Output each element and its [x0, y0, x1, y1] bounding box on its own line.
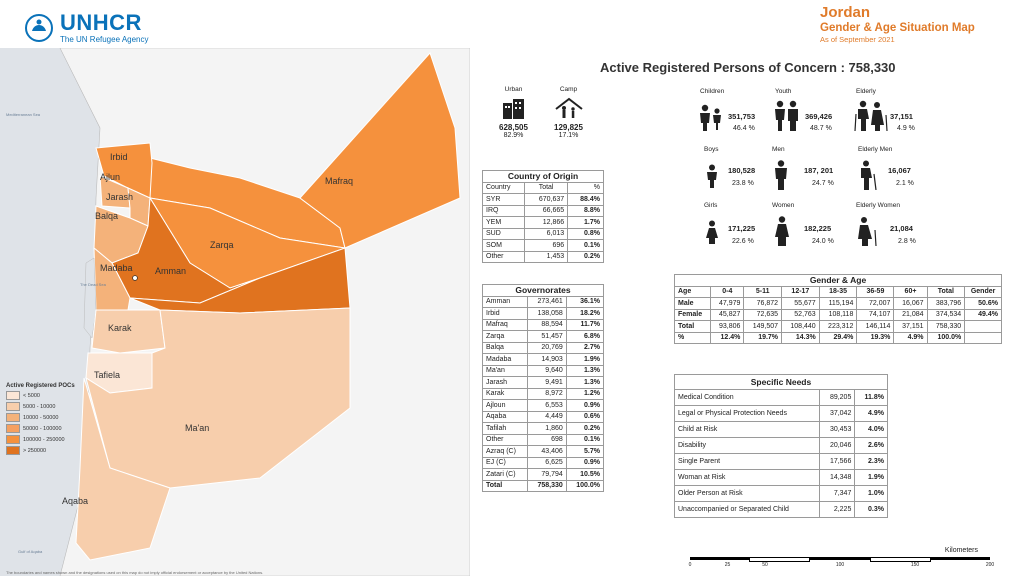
cell-country: SOM — [483, 240, 525, 252]
cell-total: 51,457 — [527, 331, 566, 343]
cell-gov: Jarash — [483, 377, 528, 389]
scale-tick: 0 — [688, 562, 692, 568]
cell-pct: 8.8% — [568, 205, 604, 217]
headline-total: Active Registered Persons of Concern : 758,330 — [600, 60, 896, 75]
cell-total: 66,665 — [525, 205, 568, 217]
column-header: 18-35 — [819, 286, 857, 298]
table-row — [483, 228, 604, 240]
table-row — [483, 251, 604, 263]
org-tagline: The UN Refugee Agency — [60, 35, 149, 44]
cell-pct: 1.3% — [566, 377, 603, 389]
children-icon — [698, 104, 724, 132]
cell: 29.4% — [819, 332, 857, 344]
legend-label: 10000 - 50000 — [23, 414, 59, 421]
cell-pct: 4.0% — [855, 422, 888, 438]
cell: 374,534 — [927, 309, 965, 321]
elderly-value: 37,151 — [890, 112, 913, 121]
cell: 74,107 — [857, 309, 894, 321]
cell: 21,084 — [894, 309, 927, 321]
cell-pct: 4.9% — [855, 406, 888, 422]
title-block — [820, 4, 980, 44]
legend-swatch — [6, 424, 20, 433]
cell-total: 758,330 — [527, 480, 566, 492]
cell: 50.6% — [965, 298, 1002, 310]
children-label: Children — [700, 88, 725, 95]
cell-gov: Ajloun — [483, 400, 528, 412]
map-label-tafiela: Tafiela — [94, 370, 121, 380]
cell-pct: 100.0% — [566, 480, 603, 492]
cell: 146,114 — [857, 321, 894, 333]
urban-pct: 82.9% — [503, 132, 524, 139]
cell-total: 89,205 — [820, 390, 855, 406]
cell-country: SUD — [483, 228, 525, 240]
cell-pct: 18.2% — [566, 308, 603, 320]
origin-table — [482, 170, 604, 263]
table-row — [483, 411, 604, 423]
cell: 115,194 — [819, 298, 857, 310]
legend-swatch — [6, 435, 20, 444]
table-row — [483, 365, 604, 377]
cell: 19.3% — [857, 332, 894, 344]
table-row — [483, 377, 604, 389]
cell-pct: 36.1% — [566, 296, 603, 308]
children-value: 351,753 — [728, 112, 756, 121]
table-row — [675, 502, 888, 518]
cell: 45,827 — [711, 309, 744, 321]
map-label-jarash: Jarash — [106, 192, 134, 202]
cell-total: 4,449 — [527, 411, 566, 423]
cell-pct: 0.1% — [566, 434, 603, 446]
urban-block — [486, 86, 541, 139]
boys-label: Boys — [704, 146, 719, 153]
cell-country: Other — [483, 251, 525, 263]
elderly-men-block — [858, 146, 938, 196]
cell-total: 14,348 — [820, 470, 855, 486]
cell-gov: EJ (C) — [483, 457, 528, 469]
map-disclaimer: The boundaries and names shown and the designations used on this map do not imply official endorsement or acceptance by the United Nations. — [6, 570, 264, 575]
cell-total: 273,461 — [527, 296, 566, 308]
cell: 149,507 — [744, 321, 782, 333]
table-row — [675, 321, 1002, 333]
cell-pct: 10.5% — [566, 469, 603, 481]
cell-pct: 0.8% — [568, 228, 604, 240]
table-row — [675, 309, 1002, 321]
table-row — [675, 438, 888, 454]
map-label-balqa: Balqa — [95, 211, 119, 221]
legend-swatch — [6, 446, 20, 455]
table-row — [483, 217, 604, 229]
building-icon — [501, 97, 527, 119]
column-header: % — [568, 182, 604, 194]
women-label: Women — [772, 202, 795, 209]
camp-label: Camp — [559, 86, 578, 93]
jordan-map — [0, 48, 470, 576]
urban-label: Urban — [504, 86, 523, 93]
table-row — [483, 423, 604, 435]
table-row — [483, 354, 604, 366]
youth-value: 369,426 — [805, 112, 833, 121]
cell: 223,312 — [819, 321, 857, 333]
camp-icon — [554, 97, 584, 119]
cell-total: 30,453 — [820, 422, 855, 438]
cell-gov: Irbid — [483, 308, 528, 320]
unhcr-logo — [24, 12, 149, 44]
cell-total: 12,866 — [525, 217, 568, 229]
cell-total: 6,553 — [527, 400, 566, 412]
legend-swatch — [6, 413, 20, 422]
legend-swatch — [6, 402, 20, 411]
women-value: 182,225 — [804, 224, 832, 233]
table-row — [483, 434, 604, 446]
cell-need: Medical Condition — [675, 390, 820, 406]
elderly-man-icon — [858, 160, 878, 190]
cell: Female — [675, 309, 711, 321]
column-header: 5-11 — [744, 286, 782, 298]
youth-label: Youth — [775, 88, 792, 95]
table-row — [483, 388, 604, 400]
girls-label: Girls — [704, 202, 718, 209]
women-pct: 24.0 % — [812, 238, 834, 245]
cell-total: 1,860 — [527, 423, 566, 435]
table-row — [483, 469, 604, 481]
table-row — [675, 470, 888, 486]
cell-gov: Balqa — [483, 342, 528, 354]
gender-age-table-title: Gender & Age — [675, 275, 1002, 287]
legend-item — [6, 435, 75, 444]
capital-marker — [133, 276, 138, 281]
camp-value: 129,825 — [554, 123, 583, 132]
map-label-amman: Amman — [155, 266, 187, 276]
table-row — [483, 194, 604, 206]
cell-total: 43,406 — [527, 446, 566, 458]
column-header: Gender — [965, 286, 1002, 298]
table-row — [483, 319, 604, 331]
cell-total: 6,013 — [525, 228, 568, 240]
legend-item — [6, 446, 75, 455]
governorates-table-title: Governorates — [483, 285, 604, 297]
men-block — [772, 146, 852, 196]
men-label: Men — [772, 146, 785, 153]
map-label-aqaba: Aqaba — [62, 496, 89, 506]
table-row — [675, 422, 888, 438]
camp-pct: 17.1% — [558, 132, 579, 139]
map-legend — [6, 383, 75, 457]
elderly-men-pct: 2.1 % — [896, 180, 914, 187]
cell: 16,067 — [894, 298, 927, 310]
cell-pct: 5.7% — [566, 446, 603, 458]
table-row — [483, 296, 604, 308]
legend-item — [6, 402, 75, 411]
elderly-block — [856, 88, 936, 138]
country-title: Jordan — [820, 4, 871, 21]
cell: 47,979 — [711, 298, 744, 310]
map-label-mafraq: Mafraq — [325, 176, 354, 186]
elderly-women-value: 21,084 — [890, 224, 913, 233]
cell-country: IRQ — [483, 205, 525, 217]
cell-total: 7,347 — [820, 486, 855, 502]
table-row — [675, 390, 888, 406]
map-label-zarqa: Zarqa — [210, 240, 234, 250]
cell-pct: 0.1% — [568, 240, 604, 252]
table-row — [483, 400, 604, 412]
cell-total: 79,794 — [527, 469, 566, 481]
cell-gov: Ma'an — [483, 365, 528, 377]
cell-pct: 0.2% — [568, 251, 604, 263]
map-canvas — [0, 48, 470, 576]
table-row-total — [483, 480, 604, 492]
cell: 93,806 — [711, 321, 744, 333]
elderly-icon — [854, 100, 888, 132]
elderly-pct: 4.9 % — [897, 125, 915, 132]
cell-total: 138,058 — [527, 308, 566, 320]
cell-pct: 0.9% — [566, 400, 603, 412]
cell-need: Legal or Physical Protection Needs — [675, 406, 820, 422]
children-pct: 46.4 % — [733, 125, 755, 132]
youth-icon — [773, 100, 801, 132]
cell-need: Disability — [675, 438, 820, 454]
cell-total: 14,903 — [527, 354, 566, 366]
cell-gov: Mafraq — [483, 319, 528, 331]
girls-pct: 22.6 % — [732, 238, 754, 245]
cell-gov: Zatari (C) — [483, 469, 528, 481]
cell: 76,872 — [744, 298, 782, 310]
scale-tick: 100 — [835, 562, 845, 568]
cell-pct: 88.4% — [568, 194, 604, 206]
table-row — [675, 298, 1002, 310]
cell: 49.4% — [965, 309, 1002, 321]
cell-total: 88,594 — [527, 319, 566, 331]
cell-gov: Other — [483, 434, 528, 446]
man-icon — [774, 160, 788, 190]
cell-gov: Aqaba — [483, 411, 528, 423]
cell: 383,796 — [927, 298, 965, 310]
girl-icon — [706, 220, 718, 244]
map-label-ajlun: Ajlun — [100, 172, 121, 182]
table-row — [483, 240, 604, 252]
cell: 758,330 — [927, 321, 965, 333]
map-label-madaba: Madaba — [100, 263, 133, 273]
scale-tick: 200 — [985, 562, 995, 568]
table-row — [483, 308, 604, 320]
cell: % — [675, 332, 711, 344]
table-row — [675, 454, 888, 470]
column-header: 36-59 — [857, 286, 894, 298]
cell-pct: 1.9% — [566, 354, 603, 366]
cell: Total — [675, 321, 711, 333]
cell-pct: 2.7% — [566, 342, 603, 354]
sea-label-mediterranean: Mediterranean Sea — [6, 112, 41, 117]
unhcr-emblem-icon — [24, 13, 54, 43]
governorates-table — [482, 284, 604, 492]
elderly-men-label: Elderly Men — [858, 146, 893, 153]
cell-need: Older Person at Risk — [675, 486, 820, 502]
legend-label: 100000 - 250000 — [23, 436, 65, 443]
boy-icon — [706, 164, 718, 188]
youth-block — [775, 88, 855, 138]
elderly-men-value: 16,067 — [888, 166, 911, 175]
cell-total: 20,769 — [527, 342, 566, 354]
column-header: Total — [927, 286, 965, 298]
cell: 55,677 — [782, 298, 820, 310]
cell-need: Child at Risk — [675, 422, 820, 438]
women-block — [772, 202, 852, 252]
youth-pct: 48.7 % — [810, 125, 832, 132]
cell-total: 9,640 — [527, 365, 566, 377]
elderly-woman-icon — [856, 216, 878, 246]
cell-total: 17,566 — [820, 454, 855, 470]
cell-pct: 1.9% — [855, 470, 888, 486]
cell — [965, 332, 1002, 344]
sea-label-dead-sea: The Dead Sea — [80, 282, 106, 287]
cell-pct: 6.8% — [566, 331, 603, 343]
legend-label: < 5000 — [23, 392, 40, 399]
column-header: Total — [525, 182, 568, 194]
cell: 37,151 — [894, 321, 927, 333]
cell-pct: 0.2% — [566, 423, 603, 435]
children-block — [700, 88, 780, 138]
cell: 72,007 — [857, 298, 894, 310]
cell: 108,118 — [819, 309, 857, 321]
scale-title: Kilometers — [944, 547, 978, 554]
cell-pct: 0.3% — [855, 502, 888, 518]
scale-tick: 150 — [910, 562, 920, 568]
column-header: Age — [675, 286, 711, 298]
cell-pct: 0.6% — [566, 411, 603, 423]
cell-total: 2,225 — [820, 502, 855, 518]
legend-label: > 250000 — [23, 447, 47, 454]
cell — [965, 321, 1002, 333]
sea-label-aqaba-gulf: Gulf of Aqaba — [18, 549, 43, 554]
boys-pct: 23.8 % — [732, 180, 754, 187]
scale-bar-segments — [690, 557, 990, 560]
elderly-women-block — [856, 202, 936, 252]
column-header: 0-4 — [711, 286, 744, 298]
table-row — [483, 457, 604, 469]
cell-total: 698 — [527, 434, 566, 446]
cell-gov: Azraq (C) — [483, 446, 528, 458]
map-label-maan: Ma'an — [185, 423, 210, 433]
cell-pct: 1.3% — [566, 365, 603, 377]
cell: Male — [675, 298, 711, 310]
legend-label: 50000 - 100000 — [23, 425, 62, 432]
cell-total: 9,491 — [527, 377, 566, 389]
cell-total: 1,453 — [525, 251, 568, 263]
cell-need: Single Parent — [675, 454, 820, 470]
cell-pct: 11.7% — [566, 319, 603, 331]
column-header: 60+ — [894, 286, 927, 298]
table-row — [483, 331, 604, 343]
legend-swatch — [6, 391, 20, 400]
specific-needs-table — [674, 374, 888, 518]
legend-item — [6, 424, 75, 433]
cell-total: 8,972 — [527, 388, 566, 400]
org-name: UNHCR — [60, 10, 142, 35]
cell-total: 670,637 — [525, 194, 568, 206]
map-label-irbid: Irbid — [110, 152, 128, 162]
table-row — [483, 342, 604, 354]
elderly-label: Elderly — [856, 88, 876, 95]
men-value: 187, 201 — [804, 166, 834, 175]
scale-tick: 50 — [762, 562, 768, 568]
girls-value: 171,225 — [728, 224, 756, 233]
legend-label: 5000 - 10000 — [23, 403, 56, 410]
column-header: Country — [483, 182, 525, 194]
cell-gov: Amman — [483, 296, 528, 308]
cell-need: Unaccompanied or Separated Child — [675, 502, 820, 518]
cell: 14.3% — [782, 332, 820, 344]
table-header-row — [483, 182, 604, 194]
origin-table-title: Country of Origin — [483, 171, 604, 183]
cell-gov: Zarqa — [483, 331, 528, 343]
cell-total: 6,625 — [527, 457, 566, 469]
cell-gov: Madaba — [483, 354, 528, 366]
men-pct: 24.7 % — [812, 180, 834, 187]
cell-pct: 1.0% — [855, 486, 888, 502]
cell-pct: 1.7% — [568, 217, 604, 229]
cell-gov: Karak — [483, 388, 528, 400]
cell-pct: 1.2% — [566, 388, 603, 400]
cell-gov: Tafilah — [483, 423, 528, 435]
boys-value: 180,528 — [728, 166, 756, 175]
map-label-karak: Karak — [108, 323, 132, 333]
as-of-date: As of September 2021 — [820, 35, 895, 44]
cell: 4.9% — [894, 332, 927, 344]
cell-pct: 11.8% — [855, 390, 888, 406]
scale-bar — [678, 548, 998, 568]
camp-block — [541, 86, 596, 139]
table-row — [675, 486, 888, 502]
table-row — [675, 332, 1002, 344]
legend-item — [6, 391, 75, 400]
elderly-women-label: Elderly Women — [856, 202, 900, 209]
cell: 108,440 — [782, 321, 820, 333]
elderly-women-pct: 2.8 % — [898, 238, 916, 245]
legend-item — [6, 413, 75, 422]
cell: 100.0% — [927, 332, 965, 344]
cell-pct: 0.9% — [566, 457, 603, 469]
table-row — [483, 446, 604, 458]
cell-pct: 2.6% — [855, 438, 888, 454]
cell-country: SYR — [483, 194, 525, 206]
cell-pct: 2.3% — [855, 454, 888, 470]
cell-country: YEM — [483, 217, 525, 229]
cell: 19.7% — [744, 332, 782, 344]
cell-gov: Total — [483, 480, 528, 492]
cell-total: 37,042 — [820, 406, 855, 422]
cell: 72,635 — [744, 309, 782, 321]
table-row — [483, 205, 604, 217]
urban-value: 628,505 — [499, 123, 528, 132]
gender-age-table — [674, 274, 1002, 344]
cell-need: Woman at Risk — [675, 470, 820, 486]
cell-total: 696 — [525, 240, 568, 252]
column-header: 12-17 — [782, 286, 820, 298]
legend-title: Active Registered POCs — [6, 383, 75, 389]
cell: 52,763 — [782, 309, 820, 321]
specific-needs-table-title: Specific Needs — [675, 375, 888, 390]
cell-total: 20,046 — [820, 438, 855, 454]
scale-tick: 25 — [724, 562, 731, 568]
cell: 12.4% — [711, 332, 744, 344]
woman-icon — [774, 216, 790, 246]
table-row — [675, 406, 888, 422]
map-subtitle: Gender & Age Situation Map — [820, 22, 975, 34]
table-header-row — [675, 286, 1002, 298]
